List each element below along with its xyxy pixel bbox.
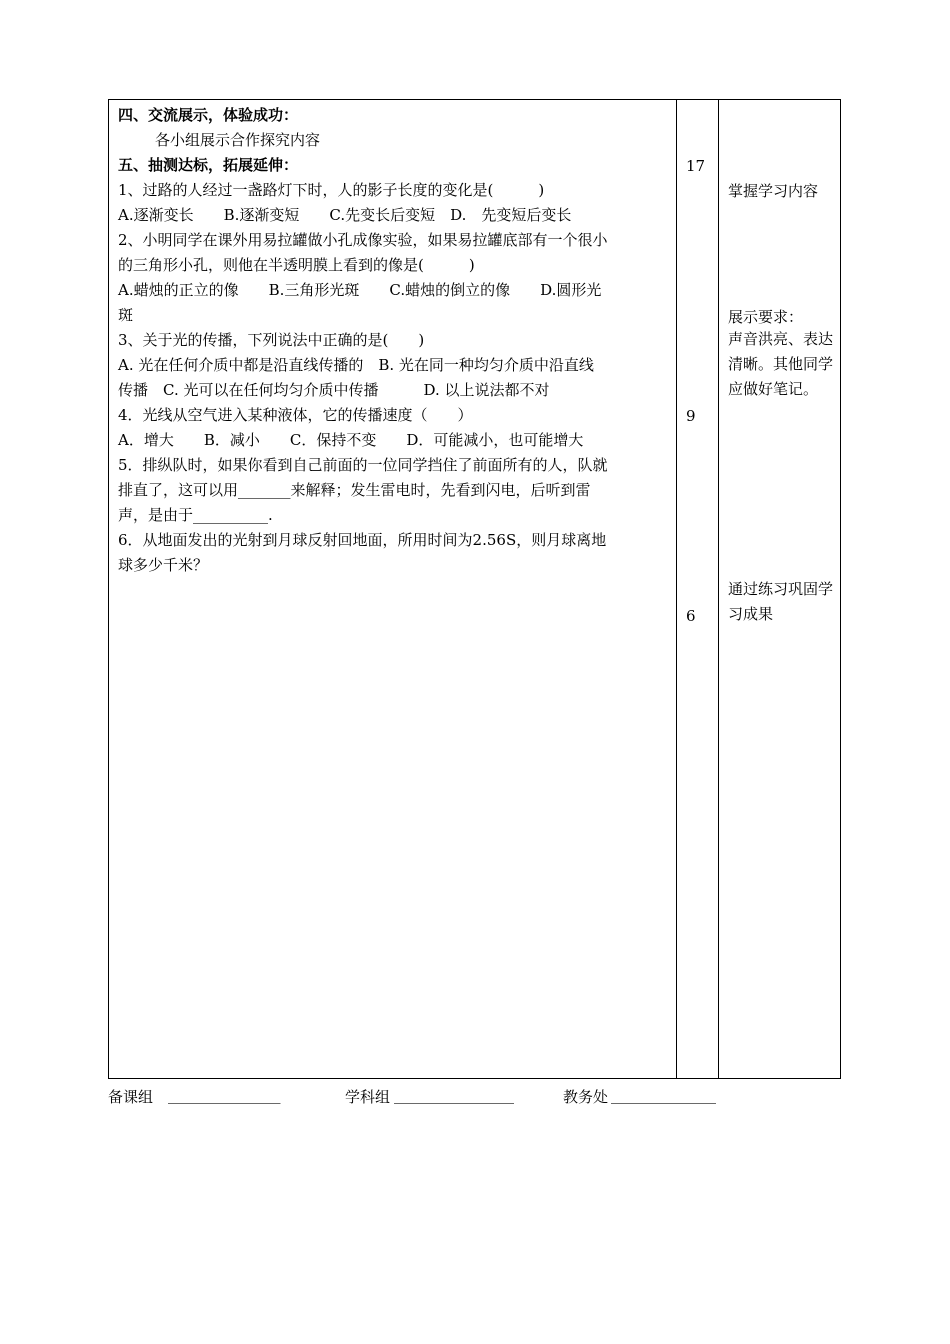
question-3: 3、关于光的传播，下列说法中正确的是( ) bbox=[118, 331, 425, 349]
minutes-value: 6 bbox=[686, 607, 696, 625]
question-4-options: A．增大 B．减小 C．保持不变 D．可能减小，也可能增大 bbox=[118, 431, 584, 449]
question-3-options: A. 光在任何介质中都是沿直线传播的 B. 光在同一种均匀介质中沿直线 bbox=[118, 356, 594, 374]
section-4-text: 各小组展示合作探究内容 bbox=[155, 131, 321, 149]
question-6-line: 6．从地面发出的光射到月球反射回地面，所用时间为2.56S，则月球离地 bbox=[118, 531, 607, 549]
question-4: 4．光线从空气进入某种液体，它的传播速度（ ） bbox=[118, 406, 473, 424]
column-divider bbox=[676, 100, 677, 1078]
academic-office-label: 教务处 bbox=[563, 1088, 609, 1106]
section-5-heading: 五、抽测达标，拓展延伸： bbox=[118, 156, 299, 174]
section-4-heading: 四、交流展示，体验成功： bbox=[118, 106, 299, 124]
note-practice: 通过练习巩固学习成果 bbox=[728, 580, 834, 623]
question-3-options: 传播 C. 光可以在任何均匀介质中传播 D. 以上说法都不对 bbox=[118, 381, 550, 399]
note-requirements-body: 声音洪亮、表达清晰。其他同学应做好笔记。 bbox=[728, 330, 834, 398]
note-requirements-title: 展示要求： bbox=[728, 308, 804, 326]
question-6-line: 球多少千米？ bbox=[118, 556, 209, 574]
prep-group-label: 备课组 bbox=[108, 1088, 154, 1106]
academic-office-line: ______________ bbox=[611, 1086, 716, 1104]
subject-group-label: 学科组 bbox=[345, 1088, 391, 1106]
question-2-line: 的三角形小孔，则他在半透明膜上看到的像是( ) bbox=[118, 256, 475, 274]
question-1: 1、过路的人经过一盏路灯下时，人的影子长度的变化是( ) bbox=[118, 181, 545, 199]
note-goal: 掌握学习内容 bbox=[728, 182, 819, 200]
content-column bbox=[118, 103, 670, 578]
column-divider bbox=[718, 100, 719, 1078]
minutes-value: 9 bbox=[686, 407, 696, 425]
subject-group-line: ________________ bbox=[394, 1086, 514, 1104]
lesson-table bbox=[108, 99, 841, 1079]
question-5-line: 5．排纵队时，如果你看到自己前面的一位同学挡住了前面所有的人，队就 bbox=[118, 456, 608, 474]
question-2-line: 2、小明同学在课外用易拉罐做小孔成像实验，如果易拉罐底部有一个很小 bbox=[118, 231, 608, 249]
minutes-value: 17 bbox=[686, 157, 706, 175]
question-2-options: 斑 bbox=[118, 306, 134, 324]
question-2-options: A.蜡烛的正立的像 B.三角形光斑 C.蜡烛的倒立的像 D.圆形光 bbox=[118, 281, 602, 299]
prep-group-line: _______________ bbox=[168, 1086, 281, 1104]
question-1-options: A.逐渐变长 B.逐渐变短 C.先变长后变短 D. 先变短后变长 bbox=[118, 206, 572, 224]
question-5-line: 排直了，这可以用_______来解释；发生雷电时，先看到闪电，后听到雷 bbox=[118, 481, 591, 499]
question-5-line: 声，是由于__________. bbox=[118, 506, 273, 524]
